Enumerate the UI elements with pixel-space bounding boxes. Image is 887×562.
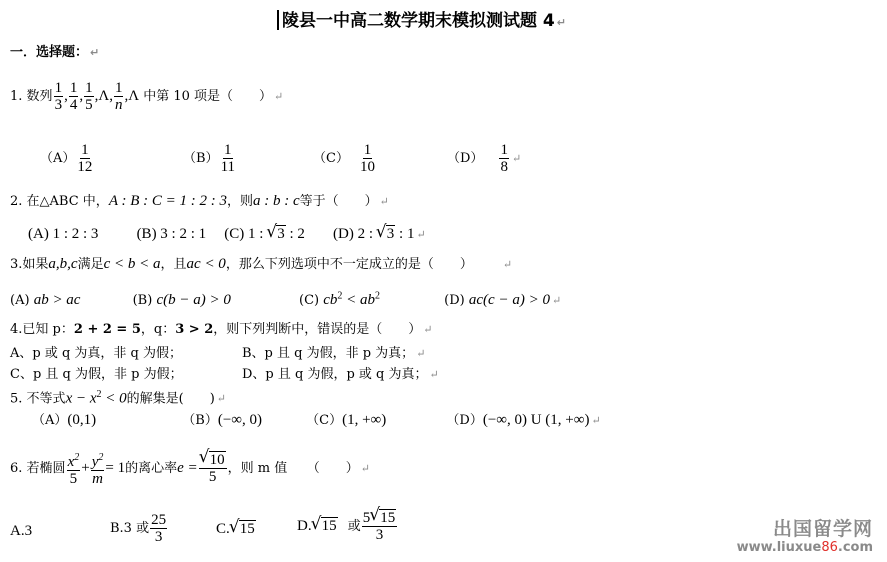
q4-option-b: B、p 且 q 为假，非 p 为真； ↵: [242, 346, 426, 361]
q4-option-a: A、p 或 q 为真，非 q 为假；: [10, 346, 183, 361]
text-cursor: [277, 10, 279, 30]
q2-option-d: (D) 2 : √ 3 : 1: [333, 227, 414, 242]
q3-option-b: (B) c(b − a) > 0: [132, 292, 231, 309]
fraction: $\frac{1}{5}$: [85, 80, 93, 113]
question-5: 5. 不等式$x - x^2 < 0$的解集是( ) ↵: [10, 389, 226, 407]
section-heading: 一．选择题： ↵: [10, 45, 100, 60]
question-2: 2. 在△ABC 中，A : B : C = 1 : 2 : 3，则a : b : c等于（ ） ↵: [10, 193, 389, 209]
question-3: 3.如果a,b,c满足c < b < a，且ac < 0，那么下列选项中不一定成立的是（ ） ↵: [10, 256, 513, 272]
q2-option-a: (A) 1 : 2 : 3: [28, 226, 99, 242]
question-1: 1. 数列 $\frac{1}{3}$ , $\frac{1}{4}$ , $\frac{1}{5}$ ,Λ, $\frac{1}{n}$ ,Λ 中第 10 项是（ ） ↵: [10, 80, 284, 113]
fraction: $\frac{1}{3}$: [54, 80, 63, 113]
q3-option-a: (A) ab > ac: [10, 292, 81, 309]
q6-option-c: C.√ 15: [216, 522, 256, 537]
q4-option-c: C、p 且 q 为假，非 p 为假；: [10, 367, 183, 382]
paragraph-mark: ↵: [556, 16, 566, 29]
q3-option-c: (C) $cb^2 < ab^2$: [299, 291, 381, 309]
q4-option-d: D、p 且 q 为假，p 或 q 为真； ↵: [242, 367, 439, 382]
q1-option-b: （B） $\frac{1}{11}$: [183, 142, 236, 175]
fraction: $\frac{1}{4}$: [69, 80, 78, 113]
watermark-url: www.liuxue86.com: [736, 540, 873, 555]
watermark-title: 出国留学网: [772, 518, 873, 540]
site-watermark: [737, 520, 873, 554]
fraction: $\frac{1}{n}$: [114, 80, 123, 113]
page-title: [277, 10, 566, 30]
q1-option-d: （D） $\frac{1}{8}$ ↵: [447, 142, 522, 175]
q5-option-b: （B）(−∞, 0): [182, 412, 262, 428]
q2-option-b: (B) 3 : 2 : 1: [136, 226, 207, 242]
q1-option-c: （C） $\frac{1}{10}$: [313, 142, 375, 175]
question-4: 4.已知 p：2 + 2 = 5，q：3 > 2，则下列判断中，错误的是（ ） ↵: [10, 322, 433, 337]
q3-option-d: (D) ac(c − a) > 0: [444, 292, 550, 309]
q6-option-a: A.3: [10, 523, 33, 539]
q6-option-d: D.√ 15 或 $\frac{5√ 15}{3}$: [297, 510, 398, 543]
q6-option-b: B.3 或 $\frac{25}{3}$: [110, 512, 167, 545]
q5-option-c: （C）(1, +∞): [306, 412, 387, 428]
q1-option-a: （A） $\frac{1}{12}$: [40, 142, 93, 175]
q2-options: (A) 1 : 2 : 3 (B) 3 : 2 : 1 (C) 1 : √ 3 : 2 (D) 2 : √ 3 : 1 ↵: [28, 227, 426, 242]
title-text: 陵县一中高二数学期末模拟测试题 4: [282, 11, 555, 31]
question-6: 6. 若椭圆 $\frac{x^2}{5}$ + $\frac{y^2}{m}$ = 1的离心率e = √ $\frac{10}{5}$ ，则 m 值 （ ） ↵: [10, 448, 370, 489]
q3-options: (A) ab > ac (B) c(b − a) > 0 (C) $cb^2 < ab^2$ (D) ac(c − a) > 0 ↵: [10, 291, 562, 309]
q5-option-d: （D）(−∞, 0) U (1, +∞): [446, 412, 590, 428]
q5-option-a: （A）(0,1): [32, 412, 97, 428]
q2-option-c: (C) 1 : √ 3 : 2: [224, 227, 305, 242]
q5-options: （A）(0,1) （B）(−∞, 0) （C）(1, +∞) （D）(−∞, 0) U (1, +∞) ↵: [32, 412, 601, 428]
